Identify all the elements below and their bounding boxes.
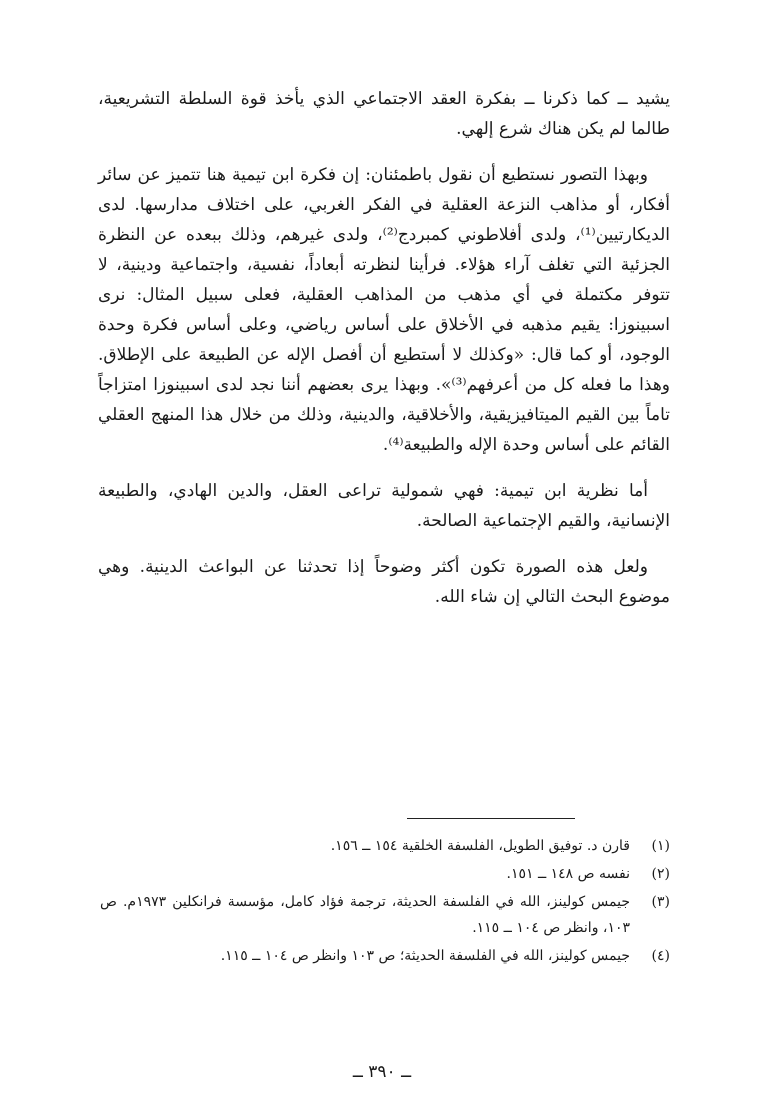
footnote-text: جيمس كولينز، الله في الفلسفة الحديثة، ترجمة فؤاد كامل، مؤسسة فرانكلين ١٩٧٣م. ص ١٠٣، وانظر ص ١٠٤ ــ ١١٥. bbox=[100, 894, 630, 936]
footnote-1 bbox=[100, 833, 670, 859]
footnote-3 bbox=[100, 889, 670, 941]
footnote-number: (٤) bbox=[651, 948, 670, 964]
footnote-text: قارن د. توفيق الطويل، الفلسفة الخلقية ١٥٤ ــ ١٥٦. bbox=[330, 838, 630, 854]
footnote-text: نفسه ص ١٤٨ ــ ١٥١. bbox=[506, 866, 630, 882]
paragraph-4: ولعل هذه الصورة تكون أكثر وضوحاً إذا تحدثنا عن البواعث الدينية. وهي موضوع البحث التالي إن شاء الله. bbox=[98, 557, 670, 607]
footnote-divider bbox=[407, 818, 575, 819]
footnote-number: (١) bbox=[651, 838, 670, 854]
paragraph-2: وبهذا التصور نستطيع أن نقول باطمئنان: إن فكرة ابن تيمية هنا تتميز عن سائر أفكار، أو مذاهب النزعة العقلية في الفكر الغربي، على اختلاف مدارسها. لدى الديكارتيين⁽¹⁾، ولدى أفلاطوني كمبردج⁽²⁾، ولدى غيرهم، وذلك ببعده عن النظرة الجزئية التي تغلف آراء هؤلاء. فرأينا لنظرته أبعاداً، نفسية، واجتماعية ودينية، لا تتوفر مكتملة في أي مذهب من المذاهب العقلية، فعلى سبيل المثال: نرى اسبينوزا: يقيم مذهبه في الأخلاق على أساس رياضي، وعلى أساس فكرة وحدة الوجود، أو كما قال: «وكذلك لا أستطيع أن أفصل الإله عن الطبيعة على الإطلاق. وهذا ما فعله كل من أعرفهم⁽³⁾». وبهذا يرى بعضهم أننا نجد لدى اسبينوزا امتزاجاً تاماً بين القيم الميتافيزيقية، والأخلاقية، والدينية، وذلك من خلال هذا المنهج العقلي القائم على أساس وحدة الإله والطبيعة⁽⁴⁾. bbox=[98, 165, 670, 455]
footnote-4 bbox=[100, 943, 670, 969]
page-number: ــ ٣٩٠ ــ bbox=[352, 1062, 412, 1082]
footnotes bbox=[100, 818, 670, 971]
paragraph-1: يشيد ــ كما ذكرنا ــ بفكرة العقد الاجتماعي الذي يأخذ قوة السلطة التشريعية، طالما لم يكن هناك شرع إلهي. bbox=[98, 89, 670, 139]
footnote-number: (٣) bbox=[651, 894, 670, 910]
footnote-2 bbox=[100, 861, 670, 887]
footnote-number: (٢) bbox=[651, 866, 670, 882]
footnote-text: جيمس كولينز، الله في الفلسفة الحديثة؛ ص ١٠٣ وانظر ص ١٠٤ ــ ١١٥. bbox=[220, 948, 630, 964]
paragraph-3: أما نظرية ابن تيمية: فهي شمولية تراعى العقل، والدين الهادي، والطبيعة الإنسانية، والقيم الإجتماعية الصالحة. bbox=[98, 481, 670, 531]
page-body bbox=[98, 84, 670, 628]
